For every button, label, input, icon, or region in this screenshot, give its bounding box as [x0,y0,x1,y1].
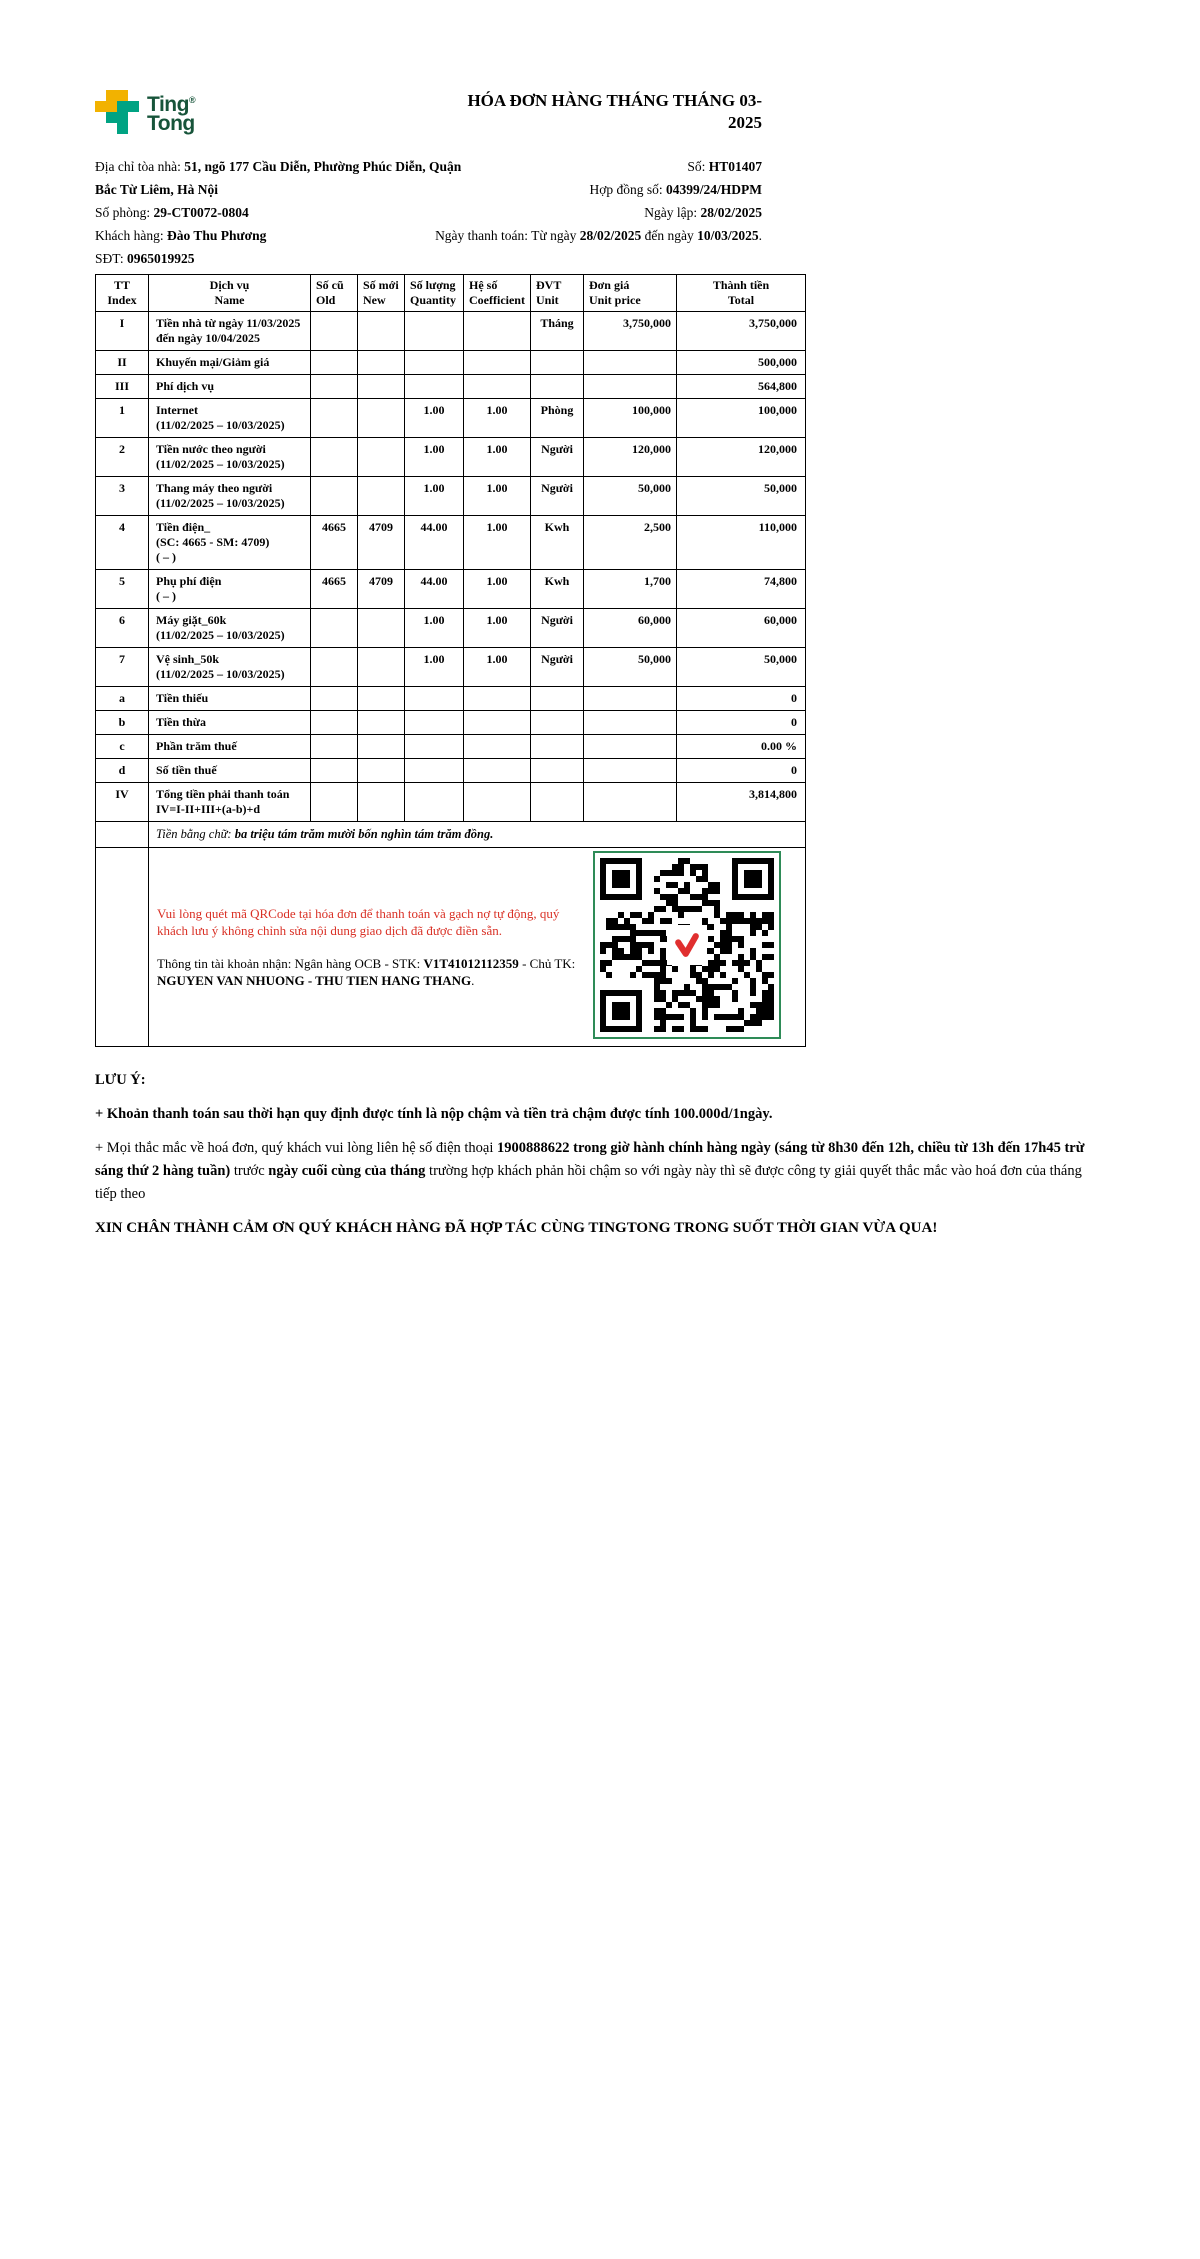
column-header: ĐVT Unit [531,275,584,312]
invoice-number-label: Số: [687,159,709,174]
late-payment-note: + Khoản thanh toán sau thời hạn quy định được tính là nộp chậm và tiền trả chậm được tính 100.000d/1ngày. [95,1106,773,1122]
table-row: 4 Tiền điện_ (SC: 4665 - SM: 4709) ( – ) 4665 4709 44.00 1.00 Kwh 2,500 110,000 [96,516,806,570]
payment-to-date: 10/03/2025 [697,228,759,243]
table-row: 7 Vệ sinh_50k (11/02/2025 – 10/03/2025) 1.00 1.00 Người 50,000 50,000 [96,648,806,687]
phone-label: SĐT: [95,251,127,266]
contact-note: + Mọi thắc mắc về hoá đơn, quý khách vui lòng liên hệ số điện thoại 1900888622 trong giờ hành chính hàng ngày (sáng từ 8h30 đến 12h, chiều từ 13h đến 17h45 trừ sáng thứ 2 hàng tuần) trước ngày cuối cùng của tháng trường hợp khách phản hồi chậm so với ngày này thì sẽ được công ty giải quyết thắc mắc vào hoá đơn của tháng tiếp theo [95,1140,1085,1202]
invoice-table-body [96,312,806,1047]
address-value: 51, ngõ 177 Cầu Diễn, Phường Phúc Diễn, Quận [184,159,462,174]
contract-number-line [342,178,762,201]
amount-in-words-cell [149,822,806,848]
contract-label: Hợp đồng số: [589,182,666,197]
column-header: Số mới New [358,275,405,312]
notes-section [95,1069,1105,1240]
qr-row [96,848,806,1047]
address-label: Địa chỉ tòa nhà: [95,159,185,174]
column-header: Thành tiền Total [677,275,806,312]
account-number: V1T41012112359 [423,955,519,971]
logo-line1: Ting [147,93,189,116]
thank-you-note: XIN CHÂN THÀNH CẢM ƠN QUÝ KHÁCH HÀNG ĐÃ HỢP TÁC CÙNG TINGTONG TRONG SUỐT THỜI GIAN VỪA QUA! [95,1220,938,1236]
qr-section-cell [149,848,806,1047]
column-header: TT Index [96,275,149,312]
page-title: HÓA ĐƠN HÀNG THÁNG THÁNG 03-2025 [467,91,762,132]
table-row: 5 Phụ phí điện ( – ) 4665 4709 44.00 1.00 Kwh 1,700 74,800 [96,570,806,609]
invoice-table-head-row [96,275,806,312]
qr-center-logo [667,925,707,965]
phone-line [95,247,525,270]
info-right-column [342,155,762,247]
tingtong-logo [95,90,195,134]
invoice-table [95,274,806,1047]
payment-date-line: Ngày thanh toán: Từ ngày 28/02/2025 đến ngày 10/03/2025. [435,228,762,243]
table-row: 6 Máy giặt_60k (11/02/2025 – 10/03/2025) 1.00 1.00 Người 60,000 60,000 [96,609,806,648]
table-row: c Phần trăm thuế 0.00 % [96,735,806,759]
tingtong-logo-icon [95,90,139,134]
table-row: 1 Internet (11/02/2025 – 10/03/2025) 1.00 1.00 Phòng 100,000 100,000 [96,399,806,438]
amount-in-words-value: ba triệu tám trăm mười bốn nghìn tám trăm đồng. [234,827,494,841]
table-row: 3 Thang máy theo người (11/02/2025 – 10/03/2025) 1.00 1.00 Người 50,000 50,000 [96,477,806,516]
column-header: Số cũ Old [311,275,358,312]
column-header: Hệ số Coefficient [464,275,531,312]
table-row: IV Tổng tiền phải thanh toán IV=I-II+III+(a-b)+d 3,814,800 [96,783,806,822]
payment-from-date: 28/02/2025 [579,228,642,243]
customer-value: Đào Thu Phương [166,228,267,243]
table-row: III Phí dịch vụ 564,800 [96,375,806,399]
tingtong-logo-text [147,91,195,133]
issue-date-value: 28/02/2025 [700,205,762,220]
table-row: a Tiền thiếu 0 [96,687,806,711]
table-row: 2 Tiền nước theo người (11/02/2025 – 10/03/2025) 1.00 1.00 Người 120,000 120,000 [96,438,806,477]
notes-heading: LƯU Ý: [95,1072,146,1088]
issue-date-line [342,201,762,224]
invoice-info [95,155,1105,270]
invoice-number-line [342,155,762,178]
account-holder: NGUYEN VAN NHUONG - THU TIEN HANG THANG [157,973,472,988]
column-header: Số lượng Quantity [405,275,464,312]
qr-code [593,851,781,1039]
registered-mark-icon: ® [188,95,196,105]
bank-account-text: Thông tin tài khoản nhận: Ngân hàng OCB - STK: V1T41012112359 - Chủ TK: NGUYEN VAN NHUONG - THU TIEN HANG THANG. [157,955,576,988]
table-row: b Tiền thừa 0 [96,711,806,735]
amount-in-words-label: Tiền bằng chữ: [156,827,235,841]
customer-label: Khách hàng: [95,228,167,243]
qr-warning-text: Vui lòng quét mã QRCode tại hóa đơn để thanh toán và gạch nợ tự động, quý khách lưu ý không chỉnh sửa nội dung giao dịch đã được điền sẵn. [157,905,560,938]
table-row: d Số tiền thuế 0 [96,759,806,783]
phone-value: 0965019925 [126,251,195,266]
room-value: 29-CT0072-0804 [153,205,249,220]
building-address-line2: Bắc Từ Liêm, Hà Nội [95,182,218,197]
qr-instructions [157,905,593,990]
contract-value: 04399/24/HDPM [666,182,762,197]
room-label: Số phòng: [95,205,154,220]
logo-line2: Tong [147,112,195,135]
column-header: Đơn giá Unit price [584,275,677,312]
column-header: Dịch vụ Name [149,275,311,312]
table-row: I Tiền nhà từ ngày 11/03/2025 đến ngày 10/04/2025 Tháng 3,750,000 3,750,000 [96,312,806,351]
invoice-table-head [96,275,806,312]
invoice-number-value: HT01407 [708,159,762,174]
issue-date-label: Ngày lập: [644,205,701,220]
hotline-number: 1900888622 trong giờ hành chính hàng ngày (sáng từ 8h30 đến 12h, chiều từ 13h đến 17h45 trừ sáng thứ 2 hàng tuần) [95,1140,1085,1179]
amount-in-words-row [96,822,806,848]
header [95,90,1105,150]
table-row: II Khuyến mại/Giảm giá 500,000 [96,351,806,375]
